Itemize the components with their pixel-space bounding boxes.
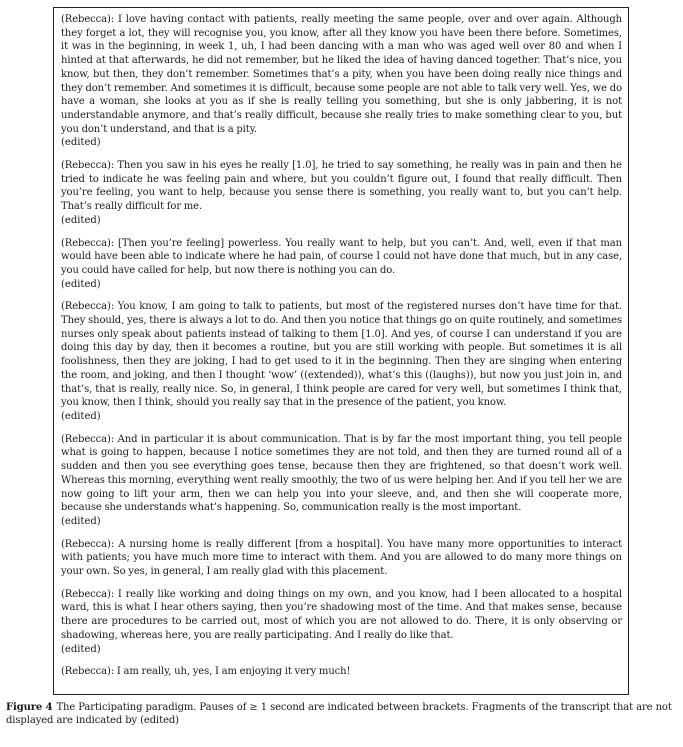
entry-text: (Rebecca): I really like working and doing things on my own, and you know, had I been allocated to a hospital ward, this is what I hear others saying, then you’re shadowing most of the time. And that makes sense, because there are procedures to be carried out, most of which you are not allowed to do. There, it is only observing or shadowing, whereas here, you are really participating. And I really do like that. <box>61 588 622 641</box>
edited-marker: (edited) <box>61 137 101 149</box>
transcript-entry-8 <box>61 665 622 679</box>
transcript-entry-5 <box>61 433 622 529</box>
transcript-entry-1 <box>61 13 622 150</box>
transcript-box <box>53 7 629 695</box>
transcript-entry-7 <box>61 588 622 657</box>
transcript-entry-4 <box>61 300 622 423</box>
edited-marker: (edited) <box>61 214 101 226</box>
entry-text: (Rebecca): You know, I am going to talk to patients, but most of the registered nurses don’t have time for that. They should, yes, there is always a lot to do. And then you notice that things go on quite routinely, and sometimes nurses only speak about patients instead of talking to them [1.0]. And yes, of course I can understand if you are doing this day by day, then it becomes a routine, but you are still working with people. But sometimes it is all foolishness, then they are joking, I had to get used to it in the beginning. Then they are singing when entering the room, and joking, and then I thought ‘wow’ ((extended)), what’s this ((laughs)), but now you just join in, and that’s, that is really, really nice. So, in general, I think people are cared for very well, but sometimes I think that, you know, then I think, should you really say that in the presence of the patient, you know. <box>61 301 622 409</box>
edited-marker: (edited) <box>61 410 101 422</box>
entry-text: (Rebecca): I love having contact with patients, really meeting the same people, over and over again. Although they forget a lot, they will recognise you, you know, after all they know you have been there before. Sometimes, it was in the beginning, in week 1, uh, I had been dancing with a man who was aged well over 80 and when I hinted at that afterwards, he did not remember, but he liked the idea of having danced together. That’s nice, you know, but then, they don’t remember. Sometimes that’s a pity, when you have been doing really nice things and they don’t remember. And sometimes it is difficult, because some people are not able to talk very well. Yes, we do have a woman, she looks at you as if she is really telling you something, but she is only jabbering, it is not understandable anymore, and that’s really difficult, because she really tries to make something clear to you, but you don’t understand, and that is a pity. <box>61 14 622 135</box>
entry-text: (Rebecca): I am really, uh, yes, I am enjoying it very much! <box>61 666 351 678</box>
edited-marker: (edited) <box>61 515 101 527</box>
entry-text: (Rebecca): And in particular it is about communication. That is by far the most important thing, you tell people what is going to happen, because I notice sometimes they are not told, and then they are turned round all of a sudden and then you see everything goes tense, because then they are frightened, so that doesn’t work well. Whereas this morning, everything went really smoothly, the two of us were helping her. And if you tell her we are now going to lift your arm, then we can help you into your sleeve, and, and then she will cooperate more, because she understands what’s happening. So, communication really is the most important. <box>61 433 622 514</box>
transcript-entry-2 <box>61 159 622 228</box>
edited-marker: (edited) <box>61 643 101 655</box>
transcript-entry-6 <box>61 538 622 579</box>
entry-text: (Rebecca): A nursing home is really different [from a hospital]. You have many more opportunities to interact with patients; you have much more time to interact with them. And you are allowed to do many more things on your own. So yes, in general, I am really glad with this placement. <box>61 538 622 578</box>
entry-text: (Rebecca): Then you saw in his eyes he really [1.0], he tried to say something, he really was in pain and then he tried to indicate he was feeling pain and where, but you couldn’t figure out, I found that really difficult. Then you’re feeling, you want to help, because you sense there is something, you really want to, but you can’t help. That’s really difficult for me. <box>61 160 622 213</box>
entry-text: (Rebecca): [Then you’re feeling] powerless. You really want to help, but you can’t. And, well, even if that man would have been able to indicate where he had pain, of course I could not have done that much, but in any case, you could have called for help, but now there is nothing you can do. <box>61 237 622 276</box>
transcript-entry-3 <box>61 237 622 292</box>
edited-marker: (edited) <box>61 278 101 290</box>
figure-label: Figure 4 <box>6 702 53 713</box>
caption-text: The Participating paradigm. Pauses of ≥ 1 second are indicated between brackets. Fragments of the transcript that are not displayed are indicated by (edited) <box>6 702 672 726</box>
figure-caption <box>6 701 678 727</box>
